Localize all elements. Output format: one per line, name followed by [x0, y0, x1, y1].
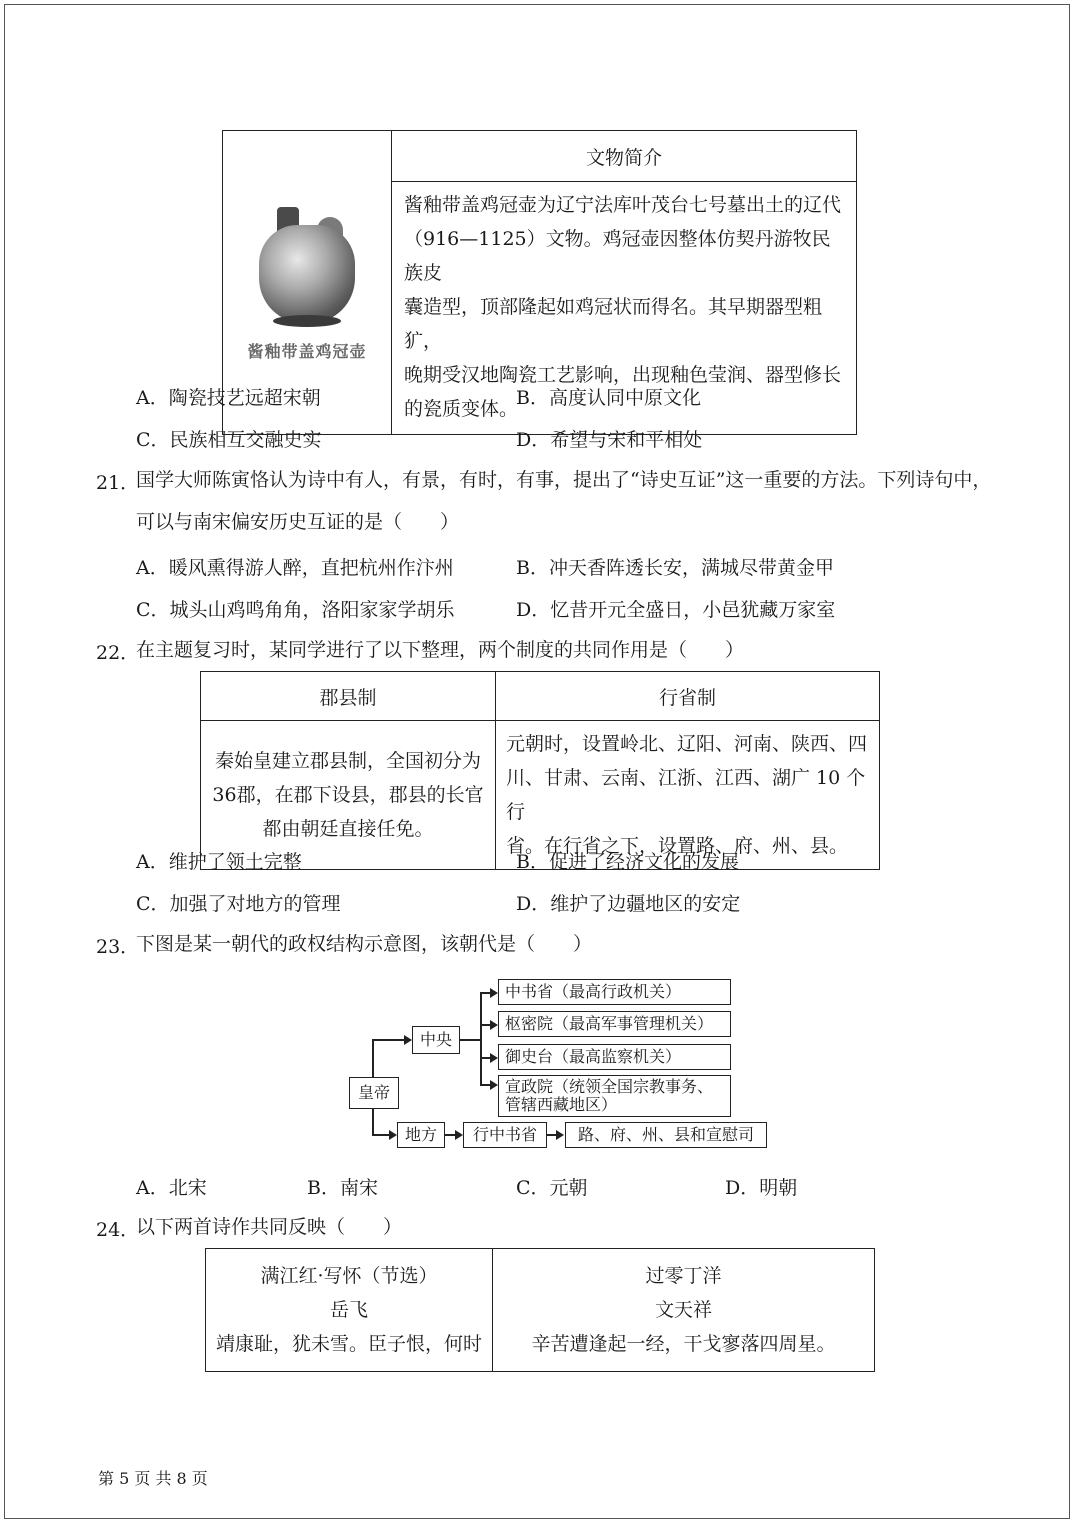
q21-option-a: A．暖风熏得游人醉，直把杭州作汴州: [136, 557, 454, 579]
poem2-title: 过零丁洋: [645, 1265, 722, 1287]
q23-option-a: A．北宋: [136, 1177, 207, 1199]
xingsheng-line: 川、甘肃、云南、江浙、江西、湖广 10 个行: [506, 767, 866, 823]
q21-stem-line2: 可以与南宋偏安历史互证的是（ ）: [136, 511, 460, 533]
q20-option-c: C．民族相互交融史实: [136, 429, 322, 451]
node-shumi: 枢密院（最高军事管理机关）: [498, 1011, 731, 1037]
poem1-cell: [206, 1249, 493, 1372]
node-lufu: 路、府、州、县和宣慰司: [565, 1122, 767, 1148]
artifact-desc-line: （916—1125）文物。鸡冠壶因整体仿契丹游牧民族皮: [404, 228, 831, 284]
poem1-line: 靖康耻，犹未雪。臣子恨，何时: [215, 1333, 482, 1355]
col-header-xingsheng: 行省制: [496, 672, 880, 721]
q21-stem-line1: 国学大师陈寅恪认为诗中有人，有景，有时，有事，提出了“诗史互证”这一重要的方法。下列诗句中，: [136, 469, 992, 491]
q23-stem: 下图是某一朝代的政权结构示意图，该朝代是（ ）: [136, 933, 593, 955]
q20-option-d: D．希望与宋和平相处: [516, 429, 703, 451]
artifact-header: 文物简介: [392, 131, 857, 182]
q21-option-b: B．冲天香阵透长安，满城尽带黄金甲: [516, 557, 834, 579]
col-header-junxian: 郡县制: [201, 672, 496, 721]
artifact-desc-line: 酱釉带盖鸡冠壶为辽宁法库叶茂台七号墓出土的辽代: [404, 194, 842, 216]
q21-number: 21．: [96, 472, 140, 494]
poem2-line: 辛苦遭逢起一经，干戈寥落四周星。: [531, 1333, 836, 1355]
q22-stem: 在主题复习时，某同学进行了以下整理，两个制度的共同作用是（ ）: [136, 639, 745, 661]
node-central: 中央: [412, 1026, 460, 1054]
system-compare-table: [200, 671, 880, 870]
artifact-desc-line: 晚期受汉地陶瓷工艺影响，出现釉色莹润、器型修长: [404, 364, 842, 386]
node-yushi: 御史台（最高监察机关）: [498, 1044, 731, 1070]
q24-stem: 以下两首诗作共同反映（ ）: [136, 1216, 403, 1238]
chicken-crest-pot-image: [247, 203, 367, 333]
node-xuanzheng: [498, 1075, 731, 1117]
artifact-desc-line: 的瓷质变体。: [404, 398, 519, 420]
poem2-cell: [493, 1249, 875, 1372]
artifact-image-caption: 酱釉带盖鸡冠壶: [247, 342, 367, 361]
q23-option-b: B．南宋: [307, 1177, 378, 1199]
junxian-line: 都由朝廷直接任免。: [262, 818, 434, 840]
junxian-line: 36郡，在郡下设县，郡县的长官: [212, 784, 484, 806]
node-xuanzheng-line1: 宣政院（统领全国宗教事务、: [505, 1077, 714, 1096]
q22-option-a: A．维护了领土完整: [136, 851, 302, 873]
page-footer: 第 5 页 共 8 页: [98, 1469, 208, 1488]
poem2-author: 文天祥: [654, 1299, 712, 1321]
q23-option-d: D．明朝: [725, 1177, 798, 1199]
node-emperor: 皇帝: [349, 1077, 399, 1109]
xingsheng-line: 元朝时，设置岭北、辽阳、河南、陕西、四: [506, 733, 868, 755]
artifact-desc-line: 囊造型，顶部隆起如鸡冠状而得名。其早期器型粗犷，: [404, 296, 823, 352]
xingsheng-line: 省。在行省之下，设置路、府、州、县。: [506, 835, 849, 857]
poem1-title: 满江红·写怀（节选）: [260, 1265, 438, 1287]
q20-option-b: B．高度认同中原文化: [516, 387, 701, 409]
node-local: 地方: [397, 1122, 445, 1148]
q21-option-d: D．忆昔开元全盛日，小邑犹藏万家室: [516, 599, 836, 621]
q23-option-c: C．元朝: [516, 1177, 588, 1199]
q22-number: 22．: [96, 642, 140, 664]
node-xingzhong: 行中书省: [463, 1122, 547, 1148]
q22-option-b: B．促进了经济文化的发展: [516, 851, 739, 873]
q22-option-d: D．维护了边疆地区的安定: [516, 893, 741, 915]
junxian-line: 秦始皇建立郡县制，全国初分为: [214, 750, 481, 772]
q21-option-c: C．城头山鸡鸣角角，洛阳家家学胡乐: [136, 599, 455, 621]
q22-option-c: C．加强了对地方的管理: [136, 893, 341, 915]
poem-table: [205, 1248, 875, 1372]
q24-number: 24．: [96, 1219, 140, 1241]
node-zhongshu: 中书省（最高行政机关）: [498, 979, 731, 1005]
node-xuanzheng-line2: 管辖西藏地区）: [505, 1095, 618, 1114]
q23-number: 23．: [96, 936, 140, 958]
poem1-author: 岳飞: [329, 1299, 368, 1321]
q20-option-a: A．陶瓷技艺远超宋朝: [136, 387, 321, 409]
